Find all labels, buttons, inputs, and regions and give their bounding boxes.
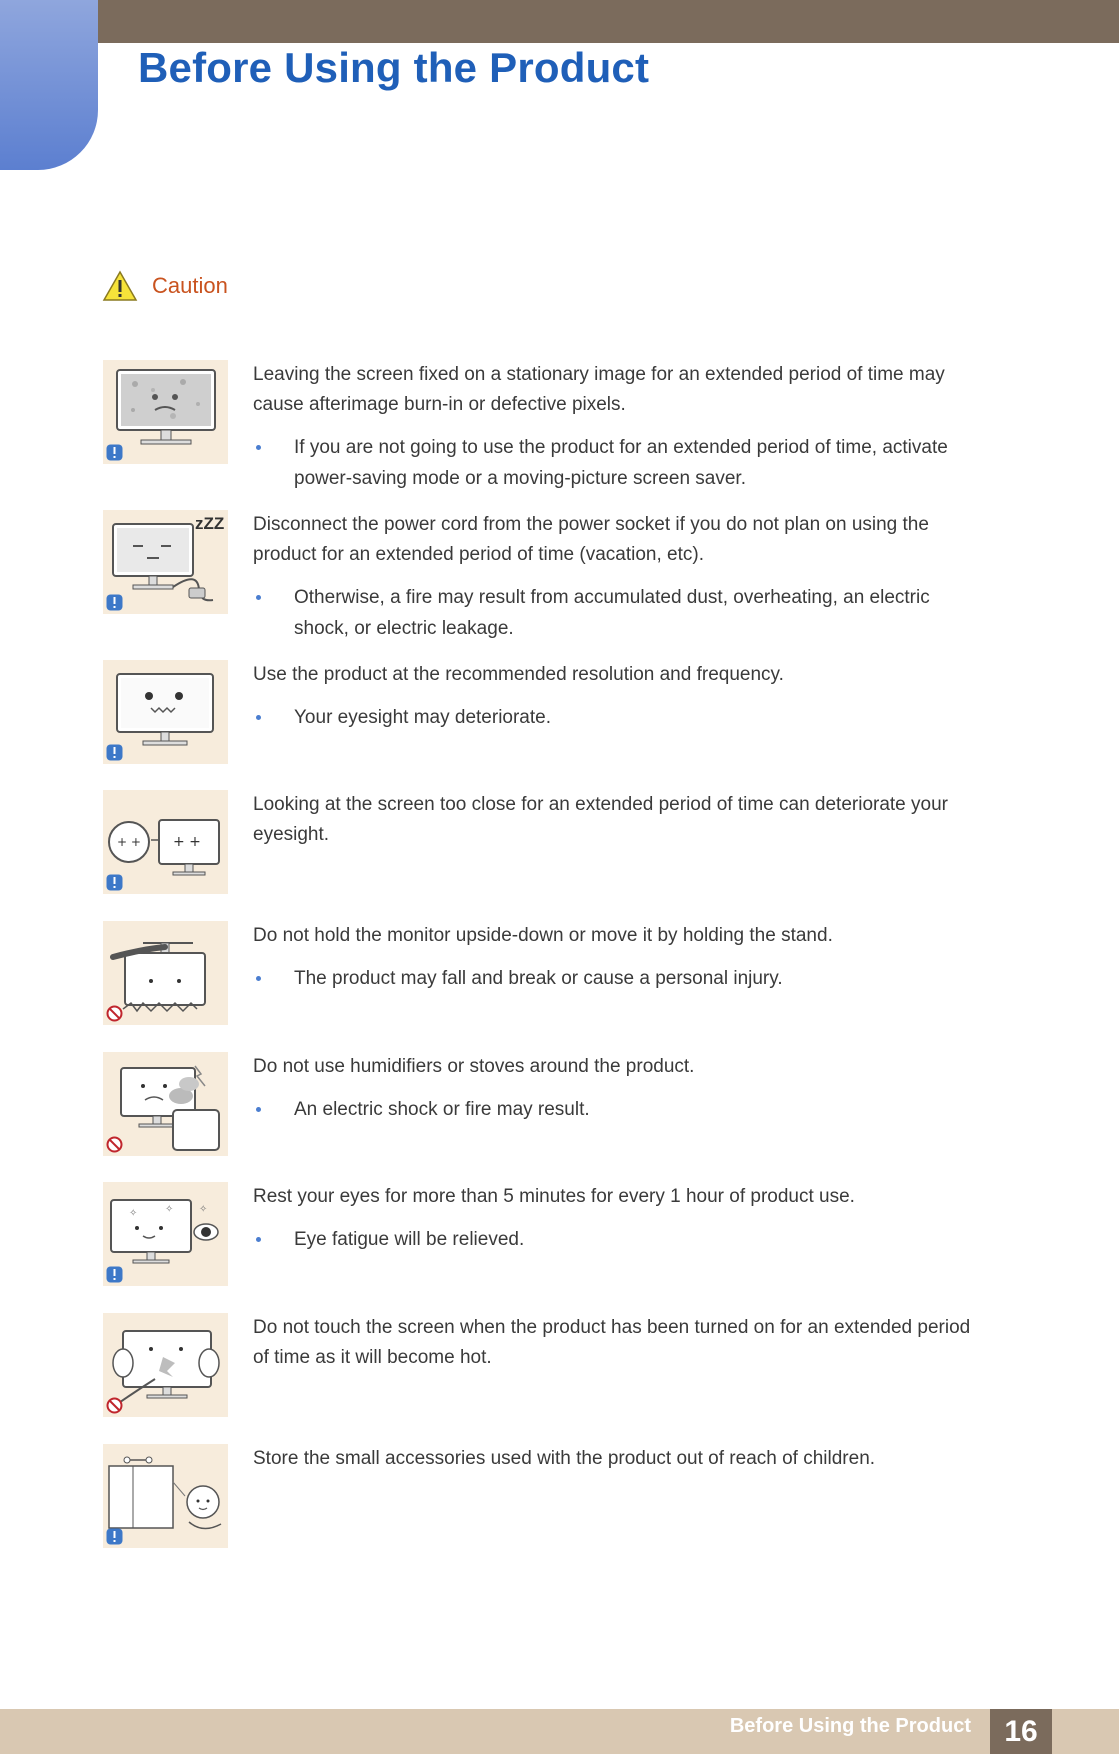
prohibited-icon bbox=[106, 1397, 123, 1414]
caution-item-rest-eyes bbox=[103, 1182, 983, 1288]
svg-text:✧: ✧ bbox=[165, 1204, 174, 1215]
caution-text: Do not use humidifiers or stoves around the product. bbox=[253, 1056, 695, 1077]
prohibited-icon bbox=[106, 1136, 123, 1153]
caution-bullet bbox=[253, 963, 983, 994]
caution-item-unplug bbox=[103, 510, 983, 639]
bullet-dot bbox=[256, 976, 261, 981]
caution-bullet bbox=[253, 432, 983, 494]
unplug-illustration bbox=[103, 510, 228, 614]
caution-text: Do not hold the monitor upside-down or move it by holding the stand. bbox=[253, 925, 833, 946]
svg-text:✧: ✧ bbox=[129, 1208, 138, 1219]
caution-bullet-text: An electric shock or fire may result. bbox=[294, 1099, 590, 1120]
caution-bullet-text: The product may fall and break or cause a personal injury. bbox=[294, 968, 783, 989]
svg-text:+ +: + + bbox=[173, 834, 201, 850]
bullet-dot bbox=[256, 1237, 261, 1242]
svg-text:✧: ✧ bbox=[199, 1204, 208, 1215]
caution-bullet-text: Eye fatigue will be relieved. bbox=[294, 1229, 525, 1250]
caution-bullet-text: If you are not going to use the product for an extended period of time, activate power-saving mode or a moving-picture screen saver. bbox=[294, 437, 948, 489]
footer-section-label: Before Using the Product bbox=[729, 1715, 971, 1737]
caution-text: Store the small accessories used with the product out of reach of children. bbox=[253, 1448, 876, 1469]
humidifier-illustration bbox=[103, 1052, 228, 1156]
accessories-illustration bbox=[103, 1444, 228, 1548]
caution-text: Rest your eyes for more than 5 minutes for every 1 hour of product use. bbox=[253, 1186, 855, 1207]
info-icon bbox=[106, 1266, 123, 1283]
caution-item-hot-screen bbox=[103, 1313, 983, 1419]
caution-text: Looking at the screen too close for an extended period of time can deteriorate your eyesight. bbox=[253, 794, 948, 845]
page-title: Before Using the Product bbox=[138, 44, 650, 91]
info-icon bbox=[106, 744, 123, 761]
caution-bullet bbox=[253, 1224, 983, 1255]
resolution-illustration bbox=[103, 660, 228, 764]
svg-text:+ +: + + bbox=[117, 835, 141, 849]
warning-triangle-icon bbox=[102, 270, 138, 302]
caution-bullet bbox=[253, 702, 983, 733]
caution-text: Do not touch the screen when the product has been turned on for an extended period of time as it will become hot. bbox=[253, 1317, 971, 1368]
header-bar bbox=[0, 0, 1119, 43]
bullet-dot bbox=[256, 445, 261, 450]
hot-screen-illustration bbox=[103, 1313, 228, 1417]
caution-label: Caution bbox=[152, 273, 228, 298]
page-number: 16 bbox=[990, 1709, 1052, 1754]
caution-item-upside-down bbox=[103, 921, 983, 1027]
sleep-zzz: zZZ bbox=[195, 514, 225, 533]
caution-text: Use the product at the recommended resolution and frequency. bbox=[253, 664, 784, 685]
caution-item-burn-in bbox=[103, 360, 983, 489]
rest-eyes-illustration bbox=[103, 1182, 228, 1286]
caution-bullet-text: Your eyesight may deteriorate. bbox=[294, 707, 552, 728]
chapter-tab bbox=[0, 0, 98, 170]
info-icon bbox=[106, 594, 123, 611]
caution-bullet bbox=[253, 1094, 983, 1125]
bullet-dot bbox=[256, 595, 261, 600]
caution-item-viewing-distance bbox=[103, 790, 983, 896]
caution-item-resolution bbox=[103, 660, 983, 766]
burn-in-illustration bbox=[103, 360, 228, 464]
bullet-dot bbox=[256, 715, 261, 720]
bullet-dot bbox=[256, 1107, 261, 1112]
caution-item-humidifier bbox=[103, 1052, 983, 1158]
caution-bullet bbox=[253, 582, 983, 644]
upside-down-illustration bbox=[103, 921, 228, 1025]
viewing-distance-illustration bbox=[103, 790, 228, 894]
caution-item-accessories bbox=[103, 1444, 983, 1550]
info-icon bbox=[106, 444, 123, 461]
caution-heading bbox=[102, 270, 228, 302]
prohibited-icon bbox=[106, 1005, 123, 1022]
info-icon bbox=[106, 1528, 123, 1545]
info-icon bbox=[106, 874, 123, 891]
caution-text: Leaving the screen fixed on a stationary image for an extended period of time may cause afterimage burn-in or defective pixels. bbox=[253, 364, 945, 415]
caution-bullet-text: Otherwise, a fire may result from accumulated dust, overheating, an electric shock, or electric leakage. bbox=[294, 587, 930, 639]
caution-text: Disconnect the power cord from the power socket if you do not plan on using the product for an extended period of time (vacation, etc). bbox=[253, 514, 929, 565]
